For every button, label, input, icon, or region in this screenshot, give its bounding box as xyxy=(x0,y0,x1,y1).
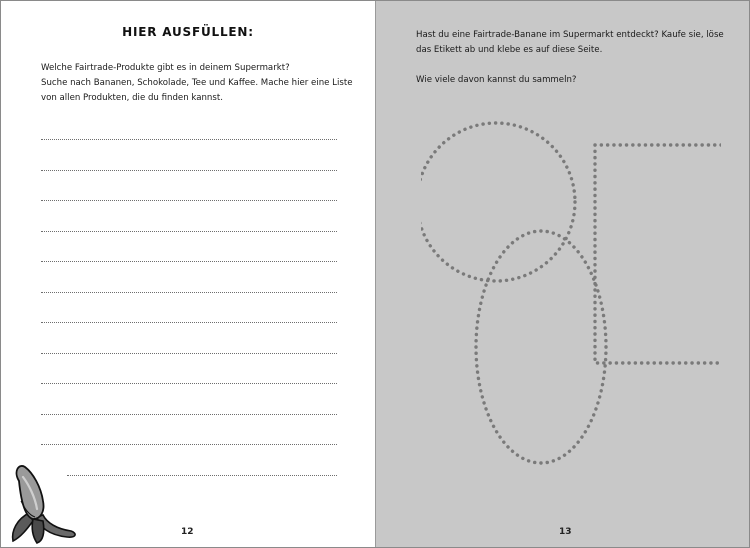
page-heading: HIER AUSFÜLLEN: xyxy=(122,25,254,39)
banana-icon xyxy=(7,461,79,545)
intro-line-1: Welche Fairtrade-Produkte gibt es in deinem Supermarkt? xyxy=(41,63,290,73)
writing-line[interactable] xyxy=(41,231,337,232)
writing-line[interactable] xyxy=(41,170,337,171)
instruction-line-2: das Etikett ab und klebe es auf diese Seite. xyxy=(416,45,603,55)
right-instructions xyxy=(416,28,726,88)
dotted-rectangle-icon xyxy=(595,145,721,363)
writing-line[interactable] xyxy=(41,322,337,323)
writing-line[interactable] xyxy=(41,292,337,293)
intro-line-2: Suche nach Bananen, Schokolade, Tee und Kaffee. Mache hier eine Liste xyxy=(41,78,353,88)
page-number: 12 xyxy=(181,527,194,537)
writing-line[interactable] xyxy=(41,383,337,384)
writing-line[interactable] xyxy=(41,200,337,201)
writing-line[interactable] xyxy=(67,475,337,476)
writing-lines xyxy=(41,139,337,505)
left-page xyxy=(1,1,375,547)
writing-line[interactable] xyxy=(41,414,337,415)
instruction-line-1: Hast du eine Fairtrade-Banane im Supermarkt entdeckt? Kaufe sie, löse xyxy=(416,30,724,40)
page-number: 13 xyxy=(559,527,572,537)
dotted-circle-icon xyxy=(421,123,575,281)
intro-line-3: von allen Produkten, die du finden kannst. xyxy=(41,93,223,103)
intro-text xyxy=(41,61,361,106)
writing-line[interactable] xyxy=(41,139,337,140)
writing-line[interactable] xyxy=(41,444,337,445)
writing-line[interactable] xyxy=(41,353,337,354)
sticker-shapes xyxy=(421,111,721,471)
writing-line[interactable] xyxy=(41,261,337,262)
collect-question: Wie viele davon kannst du sammeln? xyxy=(416,75,577,85)
right-page xyxy=(375,1,749,547)
